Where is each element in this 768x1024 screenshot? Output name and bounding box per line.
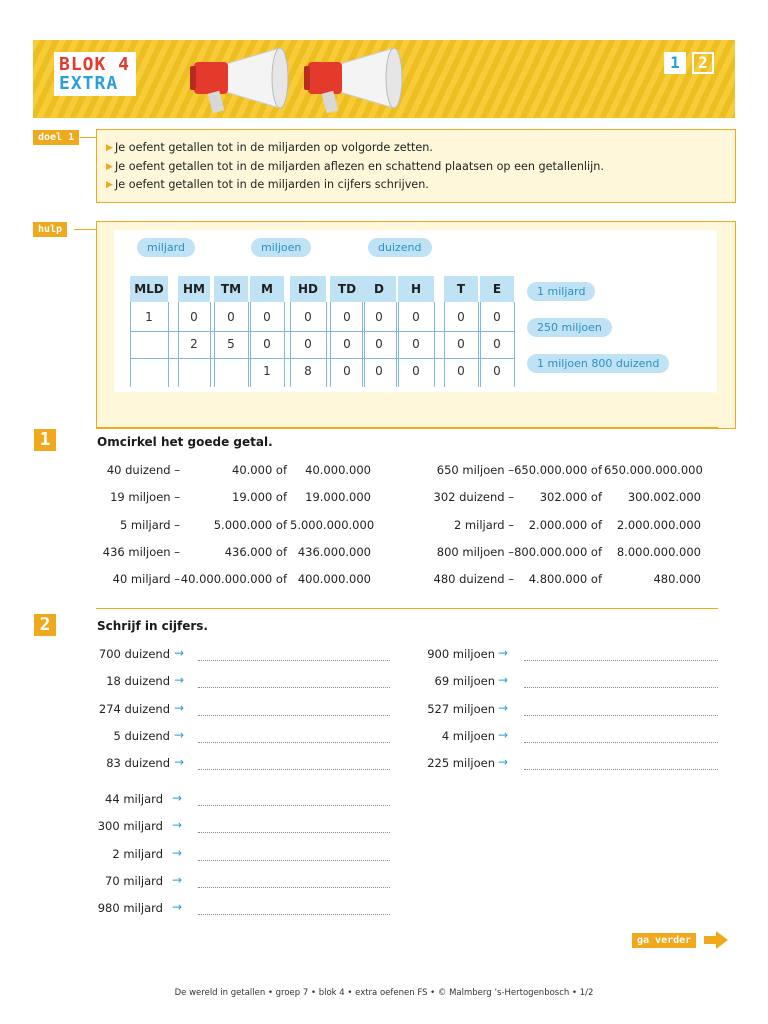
item-label: 70 miljard: [105, 873, 163, 888]
bullet-icon: ▶: [106, 180, 113, 190]
answer-line[interactable]: [198, 715, 390, 716]
choice-option[interactable]: 5.000.000 of: [213, 517, 287, 532]
choice-option[interactable]: 4.800.000 of: [528, 572, 602, 587]
table-cell: 0: [412, 364, 420, 378]
table-cell: 0: [375, 364, 383, 378]
choice-option[interactable]: 2.000.000 of: [528, 517, 602, 532]
exercise-1-number: 1: [34, 429, 56, 451]
table-cell: 0: [457, 310, 465, 324]
table-cell: [130, 331, 168, 358]
table-cell: 0: [457, 337, 465, 351]
table-gridline: [284, 302, 285, 387]
column-header: TM: [214, 276, 248, 302]
arrow-right-icon: →: [174, 646, 185, 660]
table-cell: [178, 358, 210, 385]
answer-line[interactable]: [198, 687, 390, 688]
page-indicator-1[interactable]: 1: [664, 52, 686, 74]
choice-option[interactable]: 300.002.000: [627, 490, 701, 505]
item-label: 980 miljard: [97, 901, 163, 916]
table-cell: 2: [190, 337, 198, 351]
arrow-right-icon: →: [172, 818, 183, 833]
table-cell: 5: [227, 337, 235, 351]
answer-line[interactable]: [198, 660, 390, 661]
choice-option[interactable]: 436.000.000: [297, 544, 371, 559]
table-gridline: [330, 302, 331, 387]
blok-logo: [54, 52, 136, 96]
column-header: HD: [290, 276, 326, 302]
choice-option[interactable]: 40.000.000: [305, 463, 371, 477]
hulp-tag: hulp: [33, 222, 67, 237]
table-gridline: [398, 302, 399, 387]
doel-item: ▶ Je oefent getallen tot in de miljarden op volgorde zetten.: [115, 139, 735, 158]
choice-option[interactable]: 8.000.000.000: [616, 544, 701, 559]
column-header: HM: [178, 276, 210, 302]
choice-option[interactable]: 40.000.000.000 of: [180, 572, 287, 587]
item-label: 700 duizend: [98, 647, 170, 661]
arrow-right-icon: →: [172, 791, 183, 805]
arrow-right-icon: →: [172, 872, 183, 887]
item-label: 2 miljard –: [453, 517, 514, 532]
table-gridline: [480, 302, 481, 387]
item-label: 2 miljard: [112, 846, 163, 861]
table-gridline: [248, 302, 249, 387]
bubble-duizend: duizend: [368, 238, 432, 257]
doel-box: [96, 129, 736, 203]
answer-line[interactable]: [198, 805, 390, 806]
item-label: 40 miljard –: [112, 572, 180, 587]
table-gridline: [396, 302, 397, 387]
table-cell: 0: [190, 310, 198, 324]
arrow-right-icon: →: [498, 646, 509, 660]
exercise-1-title: Omcirkel het goede getal.: [97, 435, 273, 449]
table-cell: 1: [263, 364, 271, 378]
table-cell: 0: [412, 337, 420, 351]
answer-line[interactable]: [524, 715, 718, 716]
item-label: 18 duizend: [106, 674, 170, 689]
table-gridline: [514, 302, 515, 387]
megaphone-icon: [188, 44, 292, 116]
bullet-icon: ▶: [106, 143, 113, 153]
arrow-right-icon: →: [498, 755, 509, 770]
arrow-right-icon[interactable]: [704, 931, 728, 949]
table-cell: 0: [304, 337, 312, 351]
item-label: 436 miljoen –: [102, 544, 180, 559]
doel-item: ▶ Je oefent getallen tot in de miljarden in cijfers schrijven.: [115, 176, 735, 195]
megaphone-icon: [302, 44, 406, 116]
doel-connector: [80, 137, 96, 138]
table-cell: 8: [304, 364, 312, 378]
place-value-table: [130, 276, 524, 384]
table-cell: 0: [343, 310, 351, 324]
hulp-connector: [74, 229, 96, 230]
answer-line[interactable]: [198, 832, 390, 833]
row-bubble: 1 miljard: [527, 282, 595, 301]
choice-option[interactable]: 800.000.000 of: [514, 544, 602, 559]
exercise-2-rule: [96, 608, 718, 609]
table-gridline: [434, 302, 435, 387]
table-cell: 0: [263, 337, 271, 351]
table-gridline: [168, 302, 169, 387]
table-cell: 0: [412, 310, 420, 324]
table-gridline: [444, 302, 445, 387]
table-cell: 0: [343, 337, 351, 351]
choice-option[interactable]: 2.000.000.000: [616, 517, 701, 532]
page-footer: De wereld in getallen • groep 7 • blok 4 • extra oefenen FS • © Malmberg ’s-Hertogenbosch • 1/2: [174, 988, 594, 998]
bullet-icon: ▶: [106, 161, 113, 172]
table-cell: 0: [375, 310, 383, 324]
table-cell: 0: [227, 310, 235, 324]
item-label: 800 miljoen –: [436, 544, 514, 559]
table-gridline: [478, 302, 479, 387]
choice-option[interactable]: 650.000.000.000: [604, 463, 703, 477]
arrow-right-icon: →: [174, 673, 185, 688]
choice-option[interactable]: 19.000 of: [232, 490, 287, 505]
item-label: 650 miljoen –: [436, 463, 514, 477]
table-cell: 0: [493, 310, 501, 324]
arrow-right-icon: →: [174, 755, 185, 770]
table-gridline: [130, 302, 131, 387]
answer-line[interactable]: [198, 769, 390, 770]
answer-line[interactable]: [524, 769, 718, 770]
table-gridline: [214, 302, 215, 387]
item-label: 300 miljard: [97, 819, 163, 834]
answer-line[interactable]: [198, 914, 390, 915]
table-gridline: [290, 302, 291, 387]
table-gridline: [326, 302, 327, 387]
column-header: TD: [330, 276, 364, 302]
table-gridline: [210, 302, 211, 387]
arrow-right-icon: →: [498, 700, 509, 715]
item-label: 480 duizend –: [433, 572, 514, 587]
item-label: 83 duizend: [106, 756, 170, 771]
column-header: MLD: [130, 276, 168, 302]
item-label: 302 duizend –: [433, 490, 514, 505]
table-cell: 0: [493, 337, 501, 351]
arrow-right-icon: →: [498, 673, 509, 688]
table-gridline: [130, 331, 514, 332]
item-label: 900 miljoen: [427, 647, 495, 661]
table-gridline: [250, 302, 251, 387]
answer-line[interactable]: [198, 742, 390, 743]
answer-line[interactable]: [198, 860, 390, 861]
column-header: M: [250, 276, 284, 302]
bubble-miljard: miljard: [137, 238, 195, 257]
choice-option[interactable]: 19.000.000: [305, 490, 371, 505]
arrow-right-icon: →: [172, 900, 183, 915]
doel-tag: doel 1: [33, 130, 79, 145]
choice-option[interactable]: 400.000.000: [297, 572, 371, 587]
table-cell: 0: [343, 364, 351, 378]
arrow-right-icon: →: [172, 845, 183, 860]
choice-option[interactable]: 302.000 of: [539, 490, 602, 505]
logo-line2: EXTRA: [59, 73, 119, 94]
choice-option[interactable]: 40.000 of: [232, 463, 287, 477]
item-label: 527 miljoen: [427, 701, 495, 716]
choice-option[interactable]: 650.000.000 of: [514, 463, 602, 477]
exercise-1-rule: [96, 427, 718, 428]
column-header: E: [480, 276, 514, 302]
choice-option[interactable]: 5.000.000.000: [290, 517, 375, 532]
ga-verder-button[interactable]: ga verder: [632, 933, 696, 948]
choice-option[interactable]: 480.000: [653, 572, 701, 587]
answer-line[interactable]: [524, 660, 718, 661]
column-header: T: [444, 276, 478, 302]
table-cell: 0: [263, 310, 271, 324]
page-indicator-2[interactable]: 2: [692, 52, 714, 74]
answer-line[interactable]: [198, 887, 390, 888]
row-bubble: 1 miljoen 800 duizend: [527, 354, 669, 373]
table-cell: [130, 358, 168, 385]
item-label: 5 miljard –: [119, 517, 180, 532]
choice-option[interactable]: 436.000 of: [224, 544, 287, 559]
item-label: 40 duizend –: [106, 463, 180, 477]
answer-line[interactable]: [524, 687, 718, 688]
table-gridline: [130, 358, 514, 359]
item-label: 19 miljoen –: [110, 490, 180, 505]
bubble-miljoen: miljoen: [251, 238, 311, 257]
arrow-right-icon: →: [498, 727, 509, 742]
item-label: 274 duizend: [98, 701, 170, 716]
column-header: D: [362, 276, 396, 302]
table-cell: 0: [493, 364, 501, 378]
arrow-right-icon: →: [174, 727, 185, 742]
table-gridline: [178, 302, 179, 387]
table-cell: 0: [375, 337, 383, 351]
column-header: H: [398, 276, 434, 302]
item-label: 44 miljard: [105, 792, 163, 806]
exercise-2-number: 2: [34, 614, 56, 636]
item-label: 225 miljoen: [427, 756, 495, 771]
table-cell: 0: [457, 364, 465, 378]
item-label: 5 duizend: [113, 728, 170, 743]
answer-line[interactable]: [524, 742, 718, 743]
table-gridline: [362, 302, 363, 387]
exercise-2-title: Schrijf in cijfers.: [97, 619, 208, 633]
doel-item: ▶ Je oefent getallen tot in de miljarden aflezen en schattend plaatsen op een getallenlijn.: [115, 158, 735, 177]
table-cell: 1: [145, 310, 153, 324]
table-cell: 0: [304, 310, 312, 324]
item-label: 69 miljoen: [434, 674, 495, 689]
table-cell: [214, 358, 248, 385]
row-bubble: 250 miljoen: [527, 318, 612, 337]
item-label: 4 miljoen: [441, 728, 495, 743]
arrow-right-icon: →: [174, 700, 185, 715]
logo-line1: BLOK 4: [59, 54, 131, 75]
